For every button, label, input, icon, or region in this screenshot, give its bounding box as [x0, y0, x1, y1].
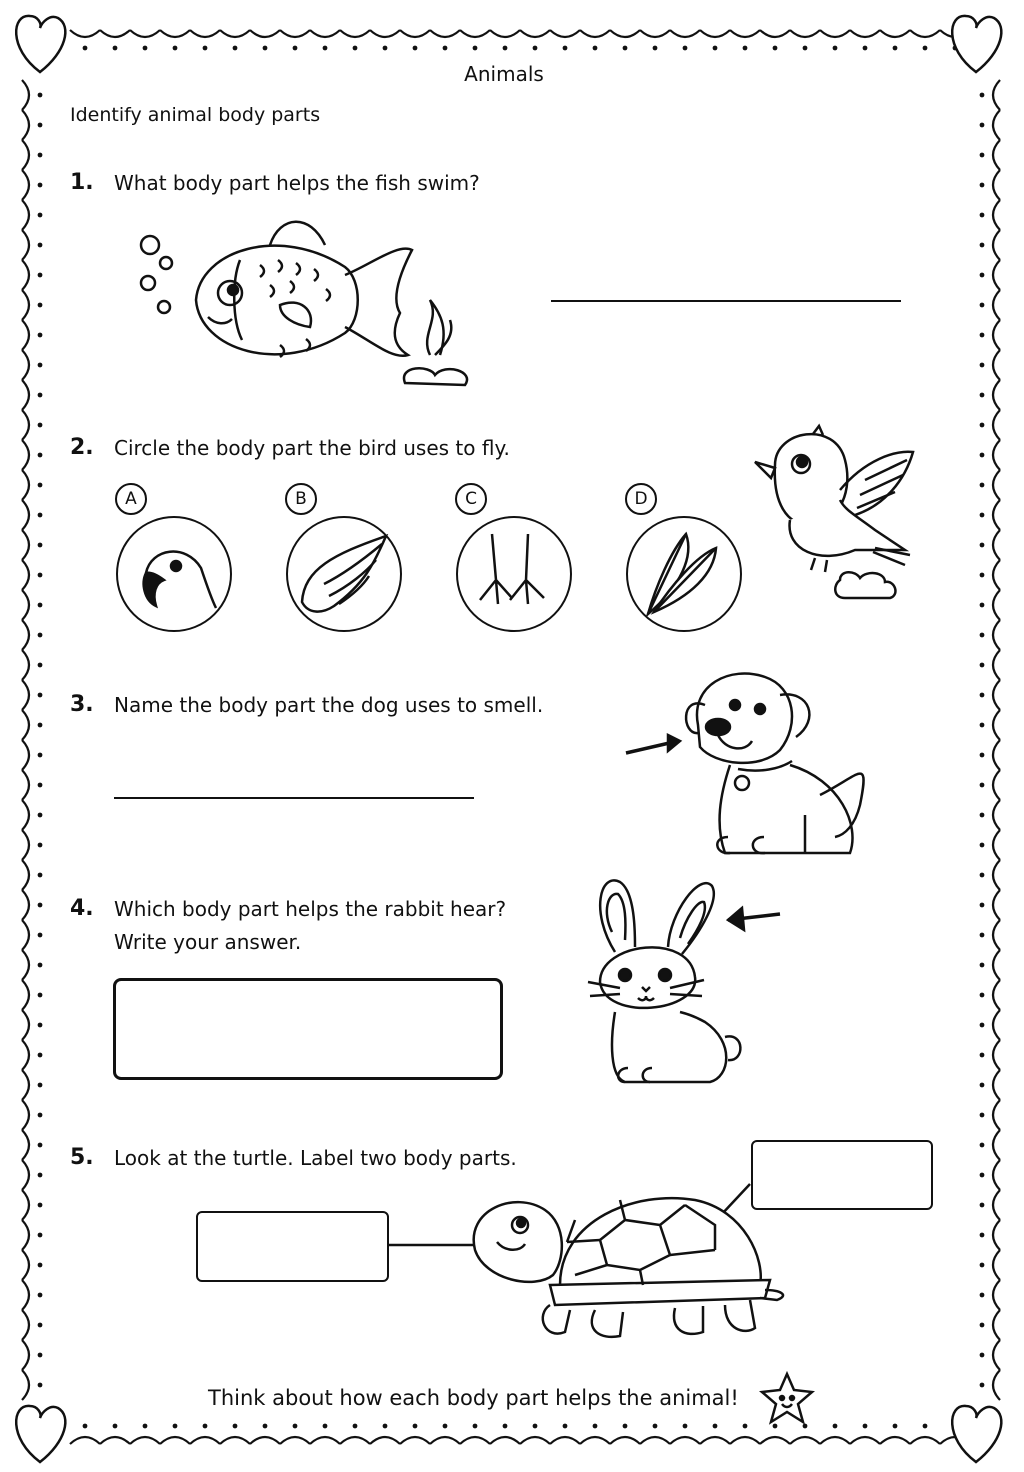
bird-feet-icon [466, 530, 558, 612]
question-5-number: 5. [70, 1145, 94, 1170]
question-5-text: Look at the turtle. Label two body parts. [114, 1146, 517, 1170]
answer-line-fish[interactable] [551, 300, 901, 302]
rabbit-illustration [580, 872, 790, 1092]
fish-illustration [130, 205, 480, 395]
question-4-number: 4. [70, 896, 94, 921]
answer-box-rabbit[interactable] [113, 978, 503, 1080]
star-icon [757, 1370, 817, 1428]
wing-icon [294, 524, 392, 620]
label-box-head[interactable] [196, 1211, 389, 1282]
heart-icon [952, 1406, 1001, 1462]
beak-icon [126, 528, 221, 618]
question-2-text: Circle the body part the bird uses to fly. [114, 436, 510, 460]
option-b-letter[interactable]: B [285, 483, 317, 515]
footer-tip: Think about how each body part helps the animal! [208, 1386, 739, 1410]
option-c-letter[interactable]: C [455, 483, 487, 515]
question-1-text: What body part helps the fish swim? [114, 171, 480, 195]
option-a-letter[interactable]: A [115, 483, 147, 515]
bird-illustration [745, 420, 935, 630]
page-subtitle: Identify animal body parts [70, 104, 321, 126]
option-d-letter[interactable]: D [625, 483, 657, 515]
question-4-text-line1: Which body part helps the rabbit hear? [114, 897, 507, 921]
dog-illustration [620, 665, 880, 860]
question-2-number: 2. [70, 435, 94, 460]
turtle-illustration [385, 1180, 795, 1350]
question-3-number: 3. [70, 692, 94, 717]
heart-icon [16, 1406, 65, 1462]
question-4-text-line2: Write your answer. [114, 930, 302, 954]
answer-line-dog[interactable] [114, 797, 474, 799]
question-1-number: 1. [70, 170, 94, 195]
feather-icon [636, 526, 731, 621]
page-title: Animals [464, 62, 544, 86]
question-3-text: Name the body part the dog uses to smell. [114, 693, 544, 717]
